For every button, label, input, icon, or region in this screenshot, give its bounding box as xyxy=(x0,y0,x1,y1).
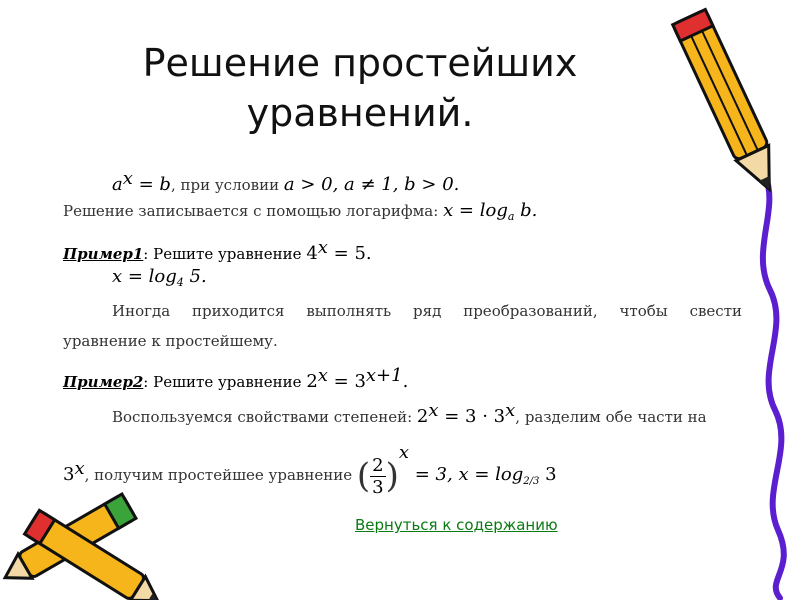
example1-exp: x xyxy=(317,237,328,258)
paragraph-line-1: Иногда приходится выполнять ряд преобразований, чтобы свести xyxy=(112,302,742,320)
right-paren: ) xyxy=(385,456,399,496)
definition-conditions: a > 0, a ≠ 1, b > 0. xyxy=(283,174,460,195)
page-title xyxy=(100,38,620,138)
purple-squiggle-decoration xyxy=(740,170,800,600)
title-line-1: Решение простейших xyxy=(142,41,578,85)
p4-math-exp: x xyxy=(74,458,85,479)
fraction xyxy=(370,455,385,498)
example2-exp2: x+1 xyxy=(365,365,403,386)
definition-text: , при условии xyxy=(170,176,284,194)
p3-math2: = 3 · 3 xyxy=(438,406,506,427)
title-line-2: уравнений. xyxy=(246,91,474,135)
p3-math1: 2 xyxy=(416,406,429,427)
solution-end: b. xyxy=(514,200,538,221)
paragraph-line-3 xyxy=(112,400,707,427)
fraction-denominator: 3 xyxy=(372,476,384,498)
example1-solution-math: x = log xyxy=(112,266,177,287)
fraction-numerator: 2 xyxy=(372,454,384,476)
solution-text: Решение записывается с помощью логарифма: xyxy=(63,202,444,220)
example1-solution-sub: 4 xyxy=(176,276,184,289)
pencils-icon xyxy=(0,480,170,600)
solution-sub: a xyxy=(507,210,515,223)
math-a: a xyxy=(112,174,123,195)
example1-text: : Решите уравнение xyxy=(143,245,307,263)
math-b: = b xyxy=(132,174,171,195)
example2-text: : Решите уравнение xyxy=(143,373,307,391)
example1-base: 4 xyxy=(306,243,318,264)
p3-end: , разделим обе части на xyxy=(515,408,707,426)
example2-label: Пример2 xyxy=(63,373,144,391)
example2-mid: = 3 xyxy=(327,371,366,392)
solution-math: x = log xyxy=(443,200,508,221)
example1-line xyxy=(63,237,372,264)
solution-line xyxy=(63,200,537,223)
example1-solution-end: 5. xyxy=(183,266,207,287)
example2-line xyxy=(63,365,408,392)
p4-sub: 2/3 xyxy=(523,476,540,487)
pencil-icon xyxy=(660,0,800,210)
p4-eq: = 3, x = log xyxy=(409,464,524,485)
p3-text: Воспользуемся свойствами степеней: xyxy=(112,408,417,426)
example1-rest: = 5. xyxy=(327,243,372,264)
back-to-contents-link[interactable]: Вернуться к содержанию xyxy=(355,516,558,534)
example2-end: . xyxy=(402,371,409,392)
p4-end: 3 xyxy=(539,464,557,485)
p3-math2-exp: x xyxy=(505,400,516,421)
p4-text: , получим простейшее уравнение xyxy=(84,466,357,484)
example1-solution xyxy=(112,266,207,289)
example2-exp1: x xyxy=(317,365,328,386)
example2-base1: 2 xyxy=(306,371,318,392)
definition-line xyxy=(112,168,459,195)
p3-math1-exp: x xyxy=(428,400,439,421)
p4-math: 3 xyxy=(63,464,75,485)
fraction-exp: x xyxy=(398,442,410,463)
left-paren: ( xyxy=(356,456,371,496)
example1-label: Пример1 xyxy=(63,245,144,263)
paragraph-line-2: уравнение к простейшему. xyxy=(63,332,278,350)
math-exp: x xyxy=(122,168,133,189)
